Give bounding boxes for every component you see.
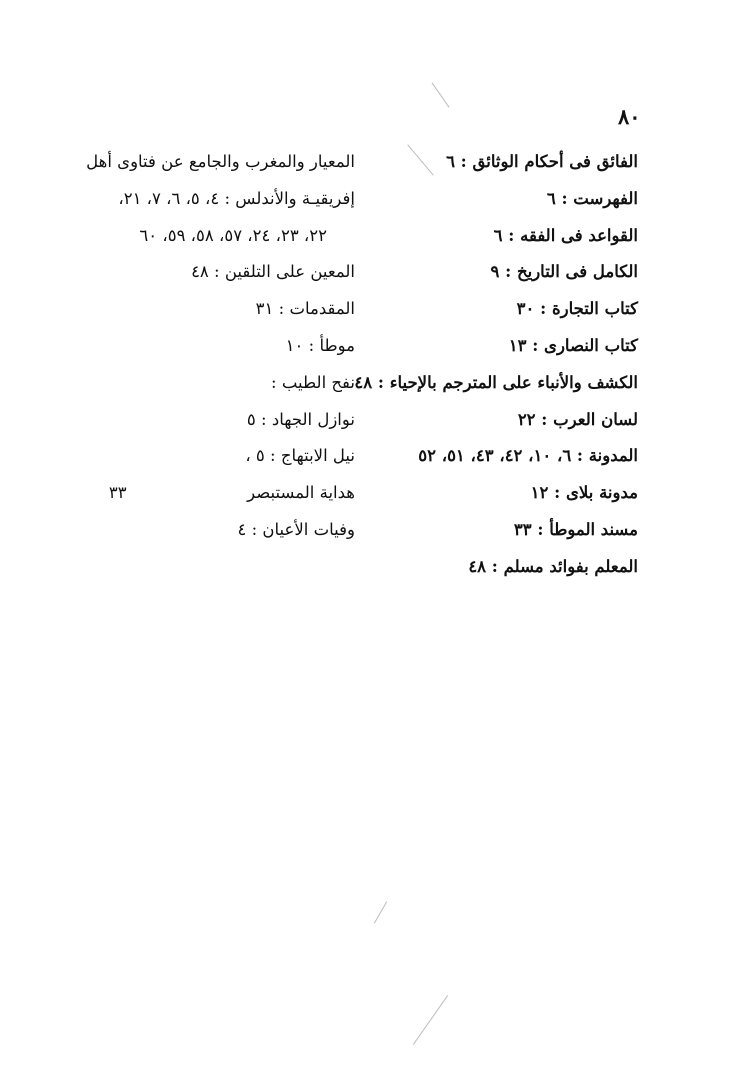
entry-title: نفح الطيب bbox=[281, 372, 355, 392]
entry-pages: ١٠ bbox=[285, 335, 304, 355]
entry-title: المدونة bbox=[588, 446, 638, 466]
entry-pages: ٦، ١٠، ٤٢، ٤٣، ٥١، ٥٢ bbox=[418, 446, 572, 466]
scan-artifact bbox=[431, 82, 449, 107]
entry-title: لسان العرب bbox=[553, 409, 638, 429]
entry-title: وفيات الأعيان bbox=[262, 519, 355, 539]
entry-pages: ٣٠ bbox=[516, 299, 535, 319]
index-entry-multiline-line1: المعيار والمغرب والجامع عن فتاوى أهل bbox=[86, 152, 355, 171]
entry-title: نيل الابتهاج bbox=[280, 446, 355, 466]
entry-pages: ٦ bbox=[493, 225, 503, 245]
index-entry: المقدمات : ٣١ bbox=[255, 299, 355, 319]
index-left-column bbox=[55, 144, 355, 549]
entry-title: المعين على التلقين bbox=[224, 262, 355, 282]
entry-pages: ٤٨ bbox=[354, 372, 373, 392]
index-entry: الفهرست : ٦ bbox=[546, 188, 638, 208]
index-entry: المعين على التلقين : ٤٨ bbox=[191, 262, 355, 282]
entry-pages: ٦ bbox=[446, 152, 455, 171]
entry-title: مدونة بلاى bbox=[565, 483, 638, 503]
entry-title: موطأ bbox=[319, 335, 355, 355]
entry-title: نوازل الجهاد bbox=[271, 409, 355, 429]
scan-artifact bbox=[374, 901, 387, 923]
entry-pages: ٤ bbox=[237, 519, 247, 539]
index-entry: نوازل الجهاد : ٥ bbox=[246, 409, 355, 429]
entry-title: المقدمات bbox=[289, 299, 355, 319]
entry-title: كتاب التجارة bbox=[551, 299, 638, 319]
entry-title: الكامل فى التاريخ bbox=[516, 262, 638, 282]
index-entry: لسان العرب : ٢٢ bbox=[517, 409, 638, 429]
entry-title: مسند الموطأ bbox=[549, 519, 638, 539]
entry-title: الفهرست bbox=[573, 188, 638, 208]
entry-title: الفائق فى أحكام الوثائق bbox=[472, 152, 638, 171]
index-entry: الكامل فى التاريخ : ٩ bbox=[490, 262, 638, 282]
entry-pages: ٦ bbox=[546, 188, 556, 208]
index-entry: كتاب النصارى : ١٣ bbox=[508, 335, 638, 355]
entry-pages: ١٣ bbox=[508, 335, 527, 355]
index-entry: القواعد فى الفقه : ٦ bbox=[493, 225, 638, 245]
index-entry: نفح الطيب : bbox=[271, 372, 355, 392]
entry-pages: ٥ ، bbox=[245, 446, 265, 466]
index-entry bbox=[55, 475, 355, 512]
entry-pages: ٩ bbox=[490, 262, 500, 282]
entry-title: المعلم بفوائد مسلم bbox=[503, 556, 638, 576]
index-entry: وفيات الأعيان : ٤ bbox=[237, 519, 355, 539]
index-entry: الفائق فى أحكام الوثائق : ٦ bbox=[446, 152, 638, 171]
index-entry: نيل الابتهاج : ٥ ، bbox=[245, 446, 355, 466]
scan-artifact bbox=[413, 995, 448, 1045]
entry-pages: ٤٨ bbox=[468, 556, 487, 576]
entry-pages: ١٢ bbox=[530, 483, 549, 503]
index-entry: الكشف والأنباء على المترجم بالإحياء : ٤٨ bbox=[354, 372, 638, 392]
index-entry: المدونة : ٦، ١٠، ٤٢، ٤٣، ٥١، ٥٢ bbox=[418, 446, 638, 466]
entry-pages: ٣٣ bbox=[513, 519, 532, 539]
entry-pages: ٢٢ bbox=[517, 409, 536, 429]
page-number: ٨٠ bbox=[618, 104, 641, 129]
entry-title: هداية المستبصر bbox=[247, 483, 355, 503]
index-entry: مسند الموطأ : ٣٣ bbox=[513, 519, 638, 539]
entry-pages: ٤٨ bbox=[191, 262, 209, 282]
entry-title: كتاب النصارى bbox=[544, 335, 638, 355]
index-entry: المعلم بفوائد مسلم : ٤٨ bbox=[468, 556, 638, 576]
index-entry: موطأ : ١٠ bbox=[285, 335, 355, 355]
index-entry-multiline-line2: إفريقيـة والأندلس : ٤، ٥، ٦، ٧، ٢١، bbox=[118, 188, 355, 208]
entry-pages: ٥ bbox=[246, 409, 256, 429]
entry-pages: ٣١ bbox=[255, 299, 274, 319]
entry-title: القواعد فى الفقه bbox=[520, 225, 638, 245]
index-entry-multiline-line3: ٢٢، ٢٣، ٢٤، ٥٧، ٥٨، ٥٩، ٦٠ bbox=[139, 225, 327, 245]
index-right-column bbox=[354, 144, 638, 586]
index-entry: كتاب التجارة : ٣٠ bbox=[516, 299, 638, 319]
index-entry: مدونة بلاى : ١٢ bbox=[530, 483, 638, 503]
entry-title: الكشف والأنباء على المترجم بالإحياء bbox=[389, 372, 638, 392]
entry-pages: ٣٣ bbox=[108, 483, 127, 503]
